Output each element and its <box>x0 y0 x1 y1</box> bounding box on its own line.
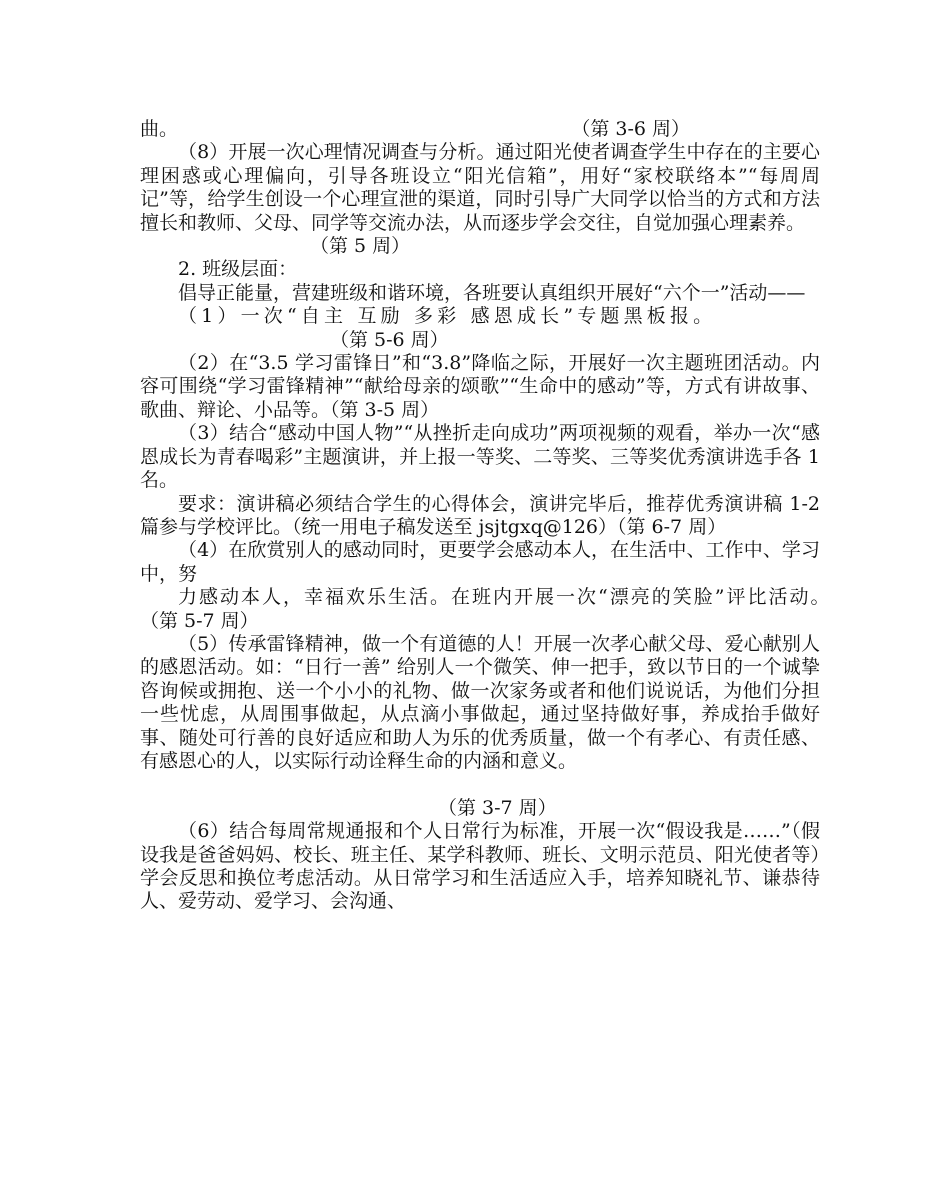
paragraph-item-4-b: 力感动本人，幸福欢乐生活。在班内开展一次“漂亮的笑脸”评比活动。 （第 5-7 周） <box>140 586 859 632</box>
item-8-week: （第 5 周） <box>310 235 411 258</box>
item-1-week: （第 5-6 周） <box>330 328 449 351</box>
line-01-text: 曲。 <box>140 118 179 140</box>
line-01-week: （第 3-6 周） <box>571 118 690 140</box>
paragraph-item-3: （3）结合“感动中国人物”“从挫折走向成功”两项视频的观看，举办一次“感恩成长为青春喝彩”主题演讲，并上报一等奖、二等奖、三等奖优秀演讲选手各 1 名。 <box>140 422 820 492</box>
document-page <box>140 118 859 914</box>
blank-line <box>140 773 820 796</box>
section-2-title: 2. 班级层面： <box>178 258 298 281</box>
paragraph-item-1: （1）一次“自主 互励 多彩 感恩成长”专题黑板报。 <box>178 305 717 328</box>
paragraph-item-4-a: （4）在欣赏别人的感动同时，更要学会感动本人，在生活中、工作中、学习中，努 <box>140 539 820 585</box>
item-5-week: （第 3-7 周） <box>438 796 557 819</box>
section-2-intro: 倡导正能量，营建班级和谐环境，各班要认真组织开展好“六个一”活动—— <box>178 281 806 304</box>
paragraph-item-3-requirement: 要求：演讲稿必须结合学生的心得体会，演讲完毕后，推荐优秀演讲稿 1-2 篇参与学校评比。（统一用电子稿发送至 jsjtgxq@126）（第 6-7 周） <box>140 492 820 538</box>
paragraph-item-8: （8）开展一次心理情况调查与分析。通过阳光使者调查学生中存在的主要心理困惑或心理偏向，引导各班设立“阳光信箱”，用好“家校联络本”“每周周记”等，给学生创设一个心理宣泄的渠道，同时引导广大同学以恰当的方式和方法擅长和教师、父母、同学等交流办法，从而逐步学会交往，自觉加强心理素养。 <box>140 141 820 234</box>
paragraph-item-2: （2）在“3.5 学习雷锋日”和“3.8”降临之际，开展好一次主题班团活动。内容可围绕“学习雷锋精神”“献给母亲的颂歌”“生命中的感动”等，方式有讲故事、歌曲、辩论、小品等。（第 3-5 周） <box>140 352 820 421</box>
paragraph-item-6: （6）结合每周常规通报和个人日常行为标准，开展一次“假设我是……”（假设我是爸爸妈妈、校长、班主任、某学科教师、班长、文明示范员、阳光使者等）学会反思和换位考虑活动。从日常学习和生活适应入手，培养知晓礼节、谦恭待人、爱劳动、爱学习、会沟通、 <box>140 820 820 913</box>
paragraph-item-5: （5）传承雷锋精神，做一个有道德的人！开展一次孝心献父母、爱心献别人的感恩活动。如：“日行一善” 给别人一个微笑、伸一把手，致以节日的一个诚挚咨询候或拥抱、送一个小小的礼物、做一次家务或者和他们说说话，为他们分担一些忧虑，从周围事做起，从点滴小事做起，通过坚持做好事，养成抬手做好事、随处可行善的良好适应和助人为乐的优秀质量，做一个有孝心、有责任感、有感恩心的人，以实际行动诠释生命的内涵和意义。 <box>140 632 820 772</box>
paragraph-line-01 <box>140 118 820 141</box>
